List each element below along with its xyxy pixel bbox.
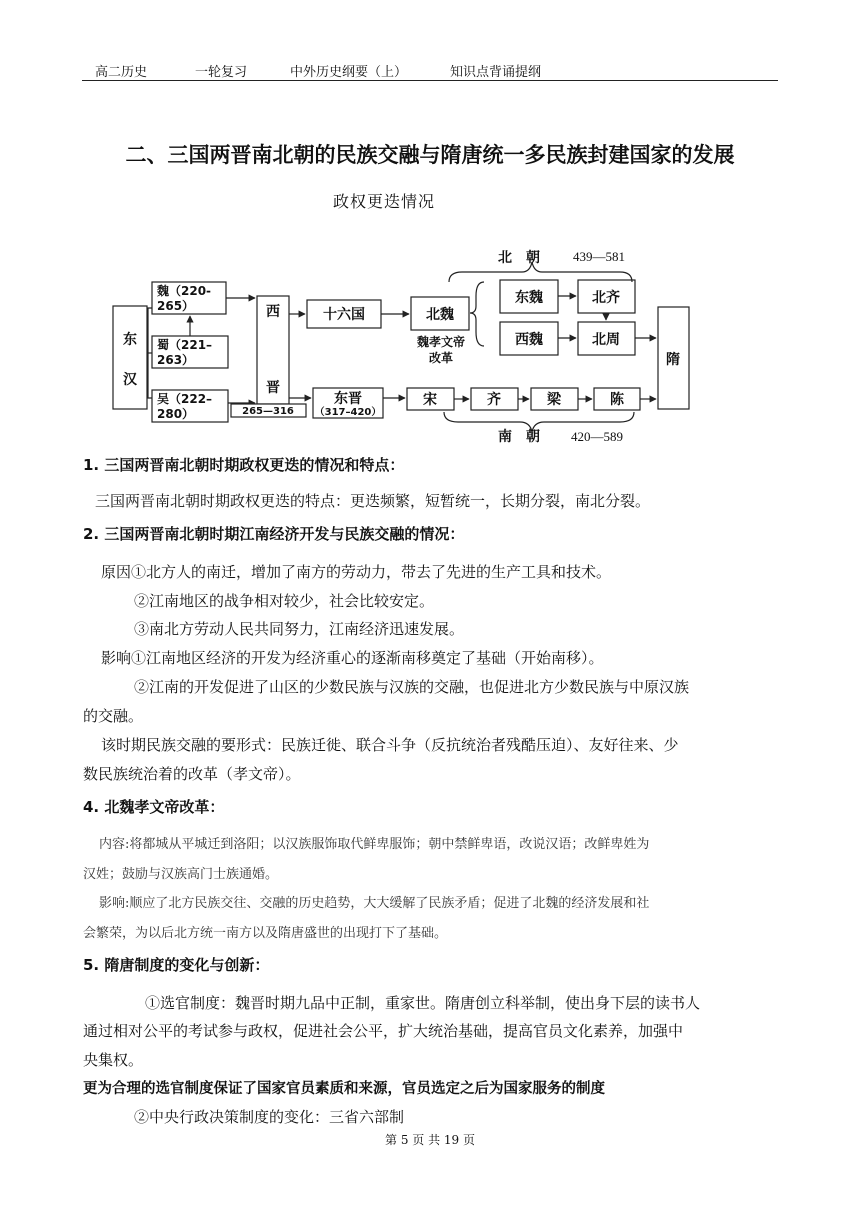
label-dongjin: 东晋 [334, 391, 362, 407]
label-dong: 东 [123, 332, 137, 348]
regime-succession-diagram [0, 240, 860, 450]
section-5-line-2: 通过相对公平的考试参与政权，促进社会公平，扩大统治基础，提高官员文化素养，加强中 [83, 1022, 684, 1040]
label-dongwei: 东魏 [515, 290, 543, 306]
section-4-line-3: 影响:顺应了北方民族交往、交融的历史趋势，大大缓解了民族矛盾；促进了北魏的经济发展和社 [99, 896, 650, 911]
box-donghan [113, 306, 147, 409]
label-dongjin-years: （317–420） [314, 407, 382, 418]
heading-section-4: 4. 北魏孝文帝改革： [83, 798, 225, 816]
label-chen: 陈 [610, 392, 624, 408]
heading-section-1: 1. 三国两晋南北朝时期政权更迭的情况和特点： [83, 456, 405, 474]
label-nanchao: 南 朝 [498, 429, 540, 445]
label-song: 宋 [423, 392, 437, 408]
label-wu-2: 280） [157, 407, 195, 421]
section-5-bold-note: 更为合理的选官制度保证了国家官员素质和来源，官员选定之后为国家服务的制度 [83, 1081, 605, 1097]
section-4-line-2: 汉姓；鼓励与汉族高门士族通婚。 [83, 867, 279, 882]
section-2-line-8: 数民族统治着的改革（孝文帝）。 [83, 765, 301, 783]
section-5-line-1: ①选官制度：魏晋时期九品中正制，重家世。隋唐创立科举制，使出身下层的读书人 [145, 994, 701, 1012]
label-wei-2: 265） [157, 299, 195, 313]
section-4-line-4: 会繁荣，为以后北方统一南方以及隋唐盛世的出现打下了基础。 [83, 926, 448, 941]
label-nanchao-years: 420—589 [571, 429, 623, 444]
header-review: 一轮复习 [195, 65, 248, 80]
label-beiwei: 北魏 [426, 307, 454, 323]
section-2-line-7: 该时期民族交融的要形式：民族迁徙、联合斗争（反抗统治者残酷压迫）、友好往来、少 [101, 736, 679, 754]
label-reform-1: 魏孝文帝 [416, 335, 466, 349]
page-header [82, 60, 778, 81]
label-shu-2: 263） [157, 353, 195, 367]
section-2-line-5: ②江南的开发促进了山区的少数民族与汉族的交融，也促进北方少数民族与中原汉族 [134, 678, 690, 696]
split-brace [470, 282, 484, 346]
header-book: 中外历史纲要（上） [290, 65, 408, 80]
label-xiwei: 西魏 [515, 332, 543, 348]
section-5-line-3: 央集权。 [83, 1051, 144, 1069]
label-beizhou: 北周 [592, 332, 620, 348]
label-qi: 齐 [487, 392, 501, 408]
label-wu-1: 吴（222– [157, 392, 213, 406]
diagram-caption: 政权更迭情况 [333, 192, 436, 211]
section-4-line-1: 内容:将都城从平城迁到洛阳；以汉族服饰取代鲜卑服饰；朝中禁鲜卑语，改说汉语；改鲜卑姓为 [99, 837, 650, 852]
header-outline: 知识点背诵提纲 [450, 65, 542, 80]
label-jin: 晋 [266, 380, 280, 396]
section-2-line-6: 的交融。 [83, 707, 144, 725]
section-1-text: 三国两晋南北朝时期政权更迭的特点：更迭频繁，短暂统一，长期分裂，南北分裂。 [95, 492, 651, 510]
section-2-line-2: ②江南地区的战争相对较少，社会比较安定。 [134, 592, 435, 610]
label-xijin-years: 265—316 [242, 406, 294, 417]
label-beichao-years: 439—581 [573, 249, 625, 264]
section-2-line-1: 原因①北方人的南迁，增加了南方的劳动力，带去了先进的生产工具和技术。 [101, 563, 612, 581]
label-shiliuguo: 十六国 [323, 307, 365, 323]
heading-section-5: 5. 隋唐制度的变化与创新： [83, 956, 270, 974]
section-2-line-3: ③南北方劳动人民共同努力，江南经济迅速发展。 [134, 620, 465, 638]
page-footer: 第 5 页 共 19 页 [385, 1133, 475, 1147]
page-title: 二、三国两晋南北朝的民族交融与隋唐统一多民族封建国家的发展 [125, 142, 735, 167]
section-2-line-4: 影响①江南地区经济的开发为经济重心的逐渐南移奠定了基础（开始南移）。 [101, 649, 604, 667]
label-beichao: 北 朝 [498, 250, 540, 266]
label-xi: 西 [266, 304, 280, 320]
heading-section-2: 2. 三国两晋南北朝时期江南经济开发与民族交融的情况： [83, 525, 465, 543]
label-reform-2: 改革 [428, 351, 454, 365]
label-shu-1: 蜀（221– [157, 338, 213, 352]
label-sui: 隋 [666, 352, 680, 368]
section-5-line-4: ②中央行政决策制度的变化：三省六部制 [134, 1108, 405, 1126]
label-wei-1: 魏（220- [157, 284, 212, 298]
label-beiqi: 北齐 [592, 290, 620, 306]
beichao-brace [449, 262, 632, 282]
label-liang: 梁 [547, 392, 561, 408]
label-han: 汉 [123, 372, 137, 388]
header-subject: 高二历史 [95, 65, 148, 80]
